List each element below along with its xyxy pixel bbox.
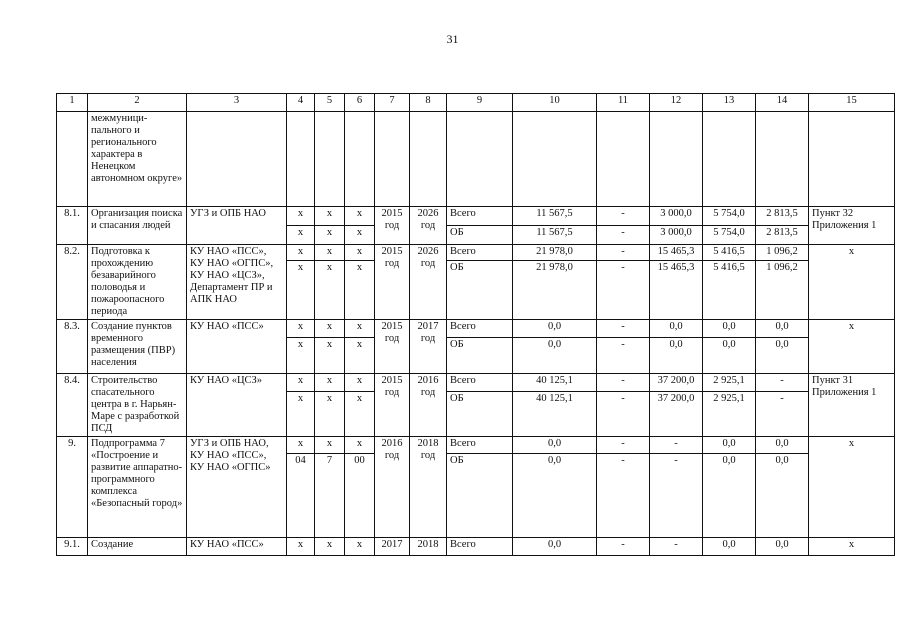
year-amount: 0,0 [756, 538, 809, 556]
header-cell: 3 [187, 94, 287, 112]
code-cell: х [287, 437, 315, 454]
row-number: 8.4. [57, 374, 88, 437]
code-cell: х [287, 245, 315, 261]
start-year: 2015 год [375, 320, 410, 374]
year-amount: 0,0 [650, 338, 703, 374]
year-amount: - [597, 392, 650, 437]
year-amount: 0,0 [756, 338, 809, 374]
funding-source: ОБ [447, 338, 513, 374]
total-amount: 40 125,1 [513, 374, 597, 392]
total-amount: 21 978,0 [513, 245, 597, 261]
note: х [809, 245, 895, 320]
year-amount: - [597, 226, 650, 245]
code-cell: х [287, 392, 315, 437]
table-row [57, 320, 895, 338]
end-year: 2017 год [410, 320, 447, 374]
activity-name: Создание пунктов временного размещения (ПВР) населения [88, 320, 187, 374]
year-amount: 5 416,5 [703, 261, 756, 320]
table-row [57, 437, 895, 454]
code-cell: х [345, 338, 375, 374]
executor: УГЗ и ОПБ НАО, КУ НАО «ПСС», КУ НАО «ОГПС» [187, 437, 287, 538]
year-amount: 15 465,3 [650, 261, 703, 320]
table-row [57, 207, 895, 226]
note: х [809, 538, 895, 556]
table-row [57, 245, 895, 261]
funding-source: Всего [447, 538, 513, 556]
code-cell: х [315, 437, 345, 454]
code-cell: х [315, 374, 345, 392]
year-amount: 0,0 [703, 437, 756, 454]
year-amount: 5 416,5 [703, 245, 756, 261]
code-cell: х [345, 207, 375, 226]
year-amount: - [597, 454, 650, 538]
executor: КУ НАО «ПСС» [187, 538, 287, 556]
year-amount: - [597, 320, 650, 338]
year-amount: 0,0 [703, 320, 756, 338]
executor: КУ НАО «ПСС», КУ НАО «ОГПС», КУ НАО «ЦСЗ», Департамент ПР и АПК НАО [187, 245, 287, 320]
row-number: 8.3. [57, 320, 88, 374]
total-amount: 0,0 [513, 338, 597, 374]
continuation-text: межмуници-пального и регионального характера в Ненецком автономном округе» [88, 112, 187, 207]
year-amount: 37 200,0 [650, 374, 703, 392]
total-amount: 11 567,5 [513, 207, 597, 226]
executor: КУ НАО «ЦСЗ» [187, 374, 287, 437]
funding-source: Всего [447, 245, 513, 261]
year-amount: - [597, 338, 650, 374]
start-year: 2015 год [375, 245, 410, 320]
code-cell: х [287, 320, 315, 338]
year-amount: 15 465,3 [650, 245, 703, 261]
note: х [809, 320, 895, 374]
year-amount: 1 096,2 [756, 245, 809, 261]
code-cell: 7 [315, 454, 345, 538]
total-amount: 11 567,5 [513, 226, 597, 245]
code-cell: х [315, 245, 345, 261]
activity-name: Строительство спасательного центра в г. Нарьян-Маре с разработкой ПСД [88, 374, 187, 437]
header-cell: 4 [287, 94, 315, 112]
header-cell: 1 [57, 94, 88, 112]
funding-source: Всего [447, 320, 513, 338]
code-cell: х [345, 245, 375, 261]
funding-source: ОБ [447, 226, 513, 245]
total-amount: 0,0 [513, 538, 597, 556]
code-cell: х [287, 538, 315, 556]
note: Пункт 31 Приложения 1 [809, 374, 895, 437]
year-amount: 1 096,2 [756, 261, 809, 320]
year-amount: 2 925,1 [703, 374, 756, 392]
activity-name: Подготовка к прохождению безаварийного половодья и пожароопасного периода [88, 245, 187, 320]
year-amount: 2 925,1 [703, 392, 756, 437]
year-amount: 0,0 [650, 320, 703, 338]
end-year: 2018 год [410, 437, 447, 538]
start-year: 2017 [375, 538, 410, 556]
code-cell: х [345, 392, 375, 437]
funding-source: ОБ [447, 261, 513, 320]
year-amount: 5 754,0 [703, 207, 756, 226]
header-row [57, 94, 895, 112]
code-cell: х [287, 207, 315, 226]
funding-source: Всего [447, 374, 513, 392]
activity-name: Создание [88, 538, 187, 556]
year-amount: 5 754,0 [703, 226, 756, 245]
code-cell: х [287, 226, 315, 245]
code-cell: х [315, 226, 345, 245]
header-cell: 7 [375, 94, 410, 112]
activity-name: Подпрограмма 7 «Построение и развитие аппаратно-программного комплекса «Безопасный город» [88, 437, 187, 538]
year-amount: 0,0 [703, 454, 756, 538]
end-year: 2018 [410, 538, 447, 556]
row-number: 9. [57, 437, 88, 538]
total-amount: 21 978,0 [513, 261, 597, 320]
code-cell: х [315, 320, 345, 338]
code-cell: х [315, 338, 345, 374]
code-cell: х [345, 261, 375, 320]
executor: УГЗ и ОПБ НАО [187, 207, 287, 245]
year-amount: 0,0 [756, 454, 809, 538]
program-table [56, 93, 895, 556]
start-year: 2015 год [375, 207, 410, 245]
code-cell: х [315, 538, 345, 556]
year-amount: - [756, 392, 809, 437]
year-amount: 3 000,0 [650, 207, 703, 226]
code-cell: х [345, 226, 375, 245]
total-amount: 0,0 [513, 437, 597, 454]
year-amount: - [597, 538, 650, 556]
code-cell: х [315, 261, 345, 320]
row-number: 9.1. [57, 538, 88, 556]
funding-source: ОБ [447, 454, 513, 538]
note: х [809, 437, 895, 538]
note: Пункт 32 Приложения 1 [809, 207, 895, 245]
total-amount: 40 125,1 [513, 392, 597, 437]
code-cell: х [345, 320, 375, 338]
code-cell: 00 [345, 454, 375, 538]
year-amount: 0,0 [756, 437, 809, 454]
header-cell: 10 [513, 94, 597, 112]
year-amount: 2 813,5 [756, 207, 809, 226]
year-amount: - [650, 538, 703, 556]
start-year: 2016 год [375, 437, 410, 538]
year-amount: - [597, 245, 650, 261]
table-row [57, 374, 895, 392]
header-cell: 12 [650, 94, 703, 112]
activity-name: Организация поиска и спасания людей [88, 207, 187, 245]
table-row [57, 538, 895, 556]
code-cell: х [287, 374, 315, 392]
year-amount: - [597, 207, 650, 226]
header-cell: 11 [597, 94, 650, 112]
header-cell: 2 [88, 94, 187, 112]
year-amount: 0,0 [756, 320, 809, 338]
header-cell: 14 [756, 94, 809, 112]
end-year: 2016 год [410, 374, 447, 437]
year-amount: - [650, 454, 703, 538]
end-year: 2026 год [410, 207, 447, 245]
code-cell: х [315, 207, 345, 226]
year-amount: 3 000,0 [650, 226, 703, 245]
year-amount: - [597, 374, 650, 392]
header-cell: 5 [315, 94, 345, 112]
total-amount: 0,0 [513, 320, 597, 338]
row-number: 8.2. [57, 245, 88, 320]
year-amount: - [597, 437, 650, 454]
executor: КУ НАО «ПСС» [187, 320, 287, 374]
header-cell: 8 [410, 94, 447, 112]
row-number: 8.1. [57, 207, 88, 245]
year-amount: - [650, 437, 703, 454]
year-amount: 2 813,5 [756, 226, 809, 245]
code-cell: х [345, 374, 375, 392]
year-amount: 0,0 [703, 338, 756, 374]
funding-source: Всего [447, 207, 513, 226]
funding-source: Всего [447, 437, 513, 454]
header-cell: 6 [345, 94, 375, 112]
year-amount: 37 200,0 [650, 392, 703, 437]
header-cell: 15 [809, 94, 895, 112]
code-cell: х [345, 538, 375, 556]
end-year: 2026 год [410, 245, 447, 320]
code-cell: х [315, 392, 345, 437]
start-year: 2015 год [375, 374, 410, 437]
header-cell: 9 [447, 94, 513, 112]
funding-source: ОБ [447, 392, 513, 437]
code-cell: х [287, 338, 315, 374]
page-number: 31 [446, 32, 459, 46]
code-cell: х [345, 437, 375, 454]
year-amount: 0,0 [703, 538, 756, 556]
year-amount: - [597, 261, 650, 320]
table-row-continuation [57, 112, 895, 207]
header-cell: 13 [703, 94, 756, 112]
code-cell: 04 [287, 454, 315, 538]
year-amount: - [756, 374, 809, 392]
total-amount: 0,0 [513, 454, 597, 538]
code-cell: х [287, 261, 315, 320]
